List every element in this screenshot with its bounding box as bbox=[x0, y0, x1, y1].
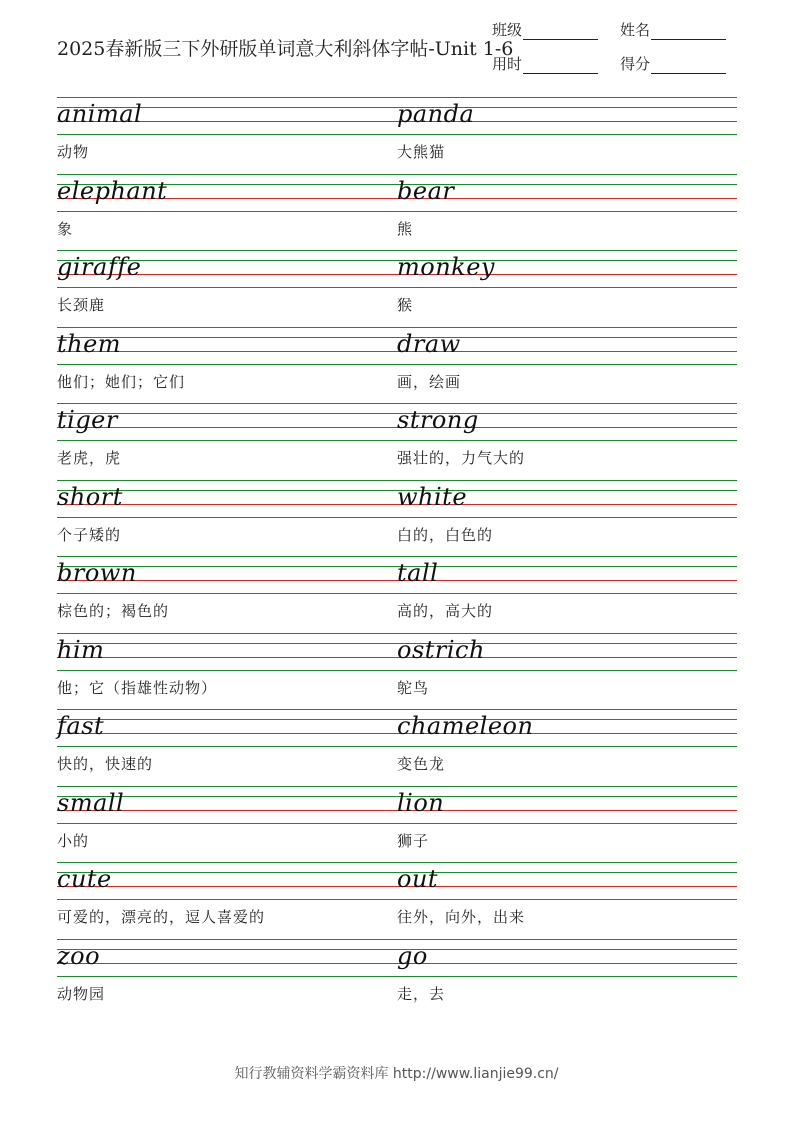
guide-line-top bbox=[57, 633, 737, 634]
english-word: go bbox=[397, 941, 428, 970]
guide-line-bottom bbox=[57, 440, 737, 441]
chinese-meaning: 小的 bbox=[57, 831, 90, 850]
word-practice-list bbox=[57, 97, 737, 1015]
guide-line-bottom bbox=[57, 211, 737, 212]
word-row bbox=[57, 480, 737, 557]
english-word: short bbox=[57, 482, 123, 511]
guide-line-top bbox=[57, 480, 737, 481]
chinese-meaning: 熊 bbox=[397, 219, 414, 238]
english-word: tiger bbox=[57, 406, 118, 434]
guide-line-bottom bbox=[57, 823, 737, 824]
english-word: bear bbox=[397, 176, 455, 205]
score-blank[interactable] bbox=[651, 59, 726, 74]
english-word: him bbox=[57, 635, 105, 664]
class-label: 班级 bbox=[492, 21, 523, 39]
english-word: lion bbox=[397, 788, 445, 817]
word-row bbox=[57, 633, 737, 710]
time-blank[interactable] bbox=[523, 59, 598, 74]
guide-line-bottom bbox=[57, 593, 737, 594]
english-word: fast bbox=[57, 712, 105, 740]
chinese-meaning: 强壮的，力气大的 bbox=[397, 449, 526, 467]
chinese-meaning: 高的，高大的 bbox=[397, 602, 494, 620]
chinese-meaning: 猴 bbox=[397, 296, 414, 314]
guide-line-top bbox=[57, 250, 737, 251]
score-field bbox=[620, 53, 726, 74]
english-word: them bbox=[57, 329, 122, 358]
chinese-meaning: 快的，快速的 bbox=[57, 755, 154, 773]
word-row bbox=[57, 556, 737, 633]
english-word: strong bbox=[397, 406, 479, 434]
guide-line-top bbox=[57, 97, 737, 98]
word-row bbox=[57, 709, 737, 786]
english-word: monkey bbox=[397, 253, 495, 281]
word-row bbox=[57, 939, 737, 1016]
class-blank[interactable] bbox=[523, 25, 598, 40]
word-row bbox=[57, 250, 737, 327]
guide-line-bottom bbox=[57, 287, 737, 288]
chinese-meaning: 可爱的，漂亮的，逗人喜爱的 bbox=[57, 908, 266, 926]
chinese-meaning: 狮子 bbox=[397, 831, 430, 850]
word-row bbox=[57, 403, 737, 480]
guide-line-bottom bbox=[57, 746, 737, 747]
name-blank[interactable] bbox=[651, 25, 726, 40]
guide-line-top bbox=[57, 939, 737, 940]
chinese-meaning: 变色龙 bbox=[397, 755, 446, 773]
word-row bbox=[57, 862, 737, 939]
guide-line-bottom bbox=[57, 364, 737, 365]
guide-line-top bbox=[57, 556, 737, 557]
guide-line-bottom bbox=[57, 517, 737, 518]
english-word: animal bbox=[57, 100, 143, 128]
chinese-meaning: 鸵鸟 bbox=[397, 678, 430, 697]
time-field bbox=[492, 53, 598, 74]
chinese-meaning: 走，去 bbox=[397, 984, 446, 1003]
english-word: draw bbox=[397, 329, 461, 358]
english-word: cute bbox=[57, 865, 112, 893]
guide-line-top bbox=[57, 327, 737, 328]
class-field bbox=[492, 19, 598, 40]
english-word: out bbox=[397, 865, 439, 893]
english-word: small bbox=[57, 788, 125, 817]
guide-line-top bbox=[57, 862, 737, 863]
english-word: elephant bbox=[57, 176, 168, 205]
english-word: ostrich bbox=[397, 635, 485, 664]
chinese-meaning: 个子矮的 bbox=[57, 525, 122, 544]
page-title: 2025春新版三下外研版单词意大利斜体字帖-Unit 1-6 bbox=[57, 38, 514, 60]
chinese-meaning: 象 bbox=[57, 219, 74, 238]
guide-line-bottom bbox=[57, 976, 737, 977]
chinese-meaning: 他们；她们；它们 bbox=[57, 372, 186, 391]
chinese-meaning: 他；它（指雄性动物） bbox=[57, 678, 218, 697]
english-word: chameleon bbox=[397, 712, 534, 740]
footer-text: 知行教辅资料学霸资料库 http://www.lianjie99.cn/ bbox=[234, 1066, 559, 1082]
chinese-meaning: 大熊猫 bbox=[397, 143, 446, 161]
guide-line-top bbox=[57, 709, 737, 710]
word-row bbox=[57, 327, 737, 404]
guide-line-bottom bbox=[57, 899, 737, 900]
guide-line-top bbox=[57, 403, 737, 404]
time-label: 用时 bbox=[492, 55, 523, 73]
score-label: 得分 bbox=[620, 55, 651, 73]
chinese-meaning: 往外，向外，出来 bbox=[397, 908, 526, 926]
name-label: 姓名 bbox=[620, 21, 651, 39]
english-word: panda bbox=[397, 100, 475, 128]
chinese-meaning: 动物 bbox=[57, 143, 90, 161]
word-row bbox=[57, 174, 737, 251]
word-row bbox=[57, 97, 737, 174]
english-word: white bbox=[397, 482, 468, 511]
english-word: brown bbox=[57, 559, 137, 587]
chinese-meaning: 棕色的；褐色的 bbox=[57, 602, 170, 620]
guide-line-bottom bbox=[57, 134, 737, 135]
guide-line-top bbox=[57, 786, 737, 787]
chinese-meaning: 长颈鹿 bbox=[57, 296, 106, 314]
guide-line-top bbox=[57, 174, 737, 175]
chinese-meaning: 画，绘画 bbox=[397, 372, 462, 391]
chinese-meaning: 老虎，虎 bbox=[57, 449, 122, 467]
chinese-meaning: 白的，白色的 bbox=[397, 525, 494, 544]
name-field bbox=[620, 19, 726, 40]
english-word: tall bbox=[397, 559, 439, 587]
english-word: giraffe bbox=[57, 253, 142, 281]
guide-line-bottom bbox=[57, 670, 737, 671]
english-word: zoo bbox=[57, 941, 101, 970]
word-row bbox=[57, 786, 737, 863]
chinese-meaning: 动物园 bbox=[57, 984, 106, 1003]
